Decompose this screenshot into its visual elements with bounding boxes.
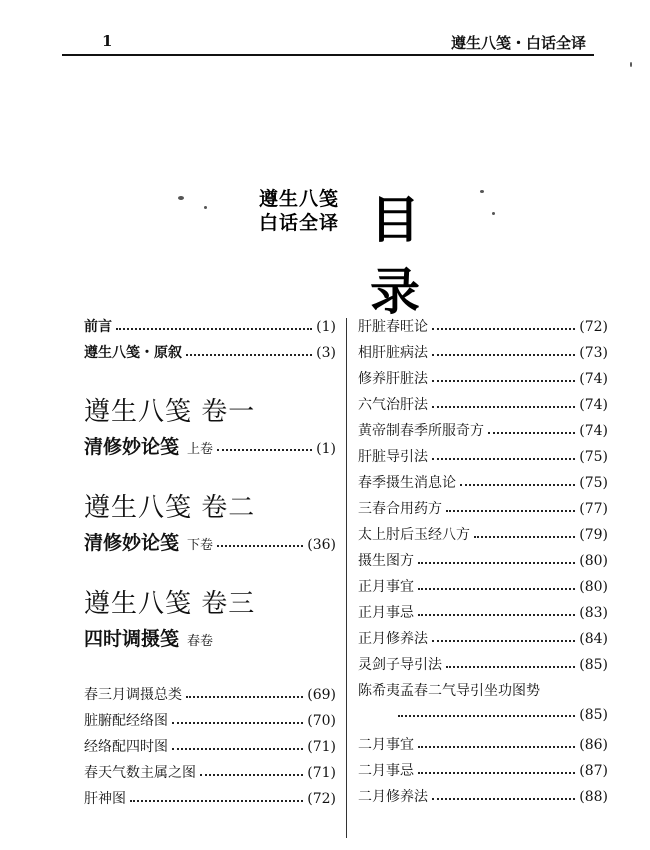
toc-entry[interactable] — [358, 784, 608, 810]
toc-entry-page: (70) — [307, 713, 336, 729]
toc-entry-page: (1) — [316, 319, 336, 335]
toc-entry-page: (80) — [579, 579, 608, 595]
toc-entry-label: 二月事忌 — [358, 763, 414, 779]
leader-dots — [398, 715, 575, 717]
print-speck — [204, 206, 207, 209]
toc-entry[interactable] — [84, 734, 336, 760]
toc-entry[interactable] — [358, 444, 608, 470]
toc-entry[interactable] — [358, 522, 608, 548]
leader-dots — [418, 588, 575, 590]
leader-dots — [460, 484, 575, 486]
leader-dots — [432, 380, 575, 382]
leader-dots — [432, 458, 575, 460]
toc-entry-page: (72) — [579, 319, 608, 335]
title-book-name: 遵生八笺 — [258, 188, 339, 210]
toc-entry[interactable] — [358, 340, 608, 366]
toc-entry-label: 春季摄生消息论 — [358, 475, 456, 491]
volume-subtitle-row[interactable] — [84, 432, 336, 462]
leader-dots — [418, 562, 575, 564]
print-speck — [480, 190, 484, 193]
toc-entry-label: 黄帝制春季所服奇方 — [358, 423, 484, 439]
toc-entry[interactable] — [358, 418, 608, 444]
toc-entry-label: 脏腑配经络图 — [84, 713, 168, 729]
volume-page: (36) — [307, 537, 336, 553]
toc-entry[interactable] — [84, 708, 336, 734]
toc-entry[interactable] — [358, 366, 608, 392]
toc-entry-page: (84) — [579, 631, 608, 647]
toc-entry-page: (83) — [579, 605, 608, 621]
print-speck — [178, 196, 184, 200]
toc-entry[interactable] — [84, 314, 336, 340]
toc-entry-label: 春三月调摄总类 — [84, 687, 182, 703]
toc-entry-label: 经络配四时图 — [84, 739, 168, 755]
leader-dots — [186, 354, 312, 356]
leader-dots — [217, 545, 303, 547]
leader-dots — [217, 449, 312, 451]
leader-dots — [432, 798, 575, 800]
leader-dots — [172, 748, 303, 750]
volume-page: (1) — [316, 441, 336, 457]
leader-dots — [432, 640, 575, 642]
toc-right-list-tail — [358, 732, 608, 810]
leader-dots — [446, 666, 575, 668]
toc-entry-label: 灵剑子导引法 — [358, 657, 442, 673]
toc-entry-page: (85) — [579, 707, 608, 723]
toc-entry-page: (87) — [579, 763, 608, 779]
toc-entry-page: (71) — [307, 739, 336, 755]
running-book-title: 遵生八笺・白话全译 — [450, 34, 586, 52]
toc-entry[interactable] — [358, 574, 608, 600]
leader-dots — [418, 772, 575, 774]
toc-entry-page: (77) — [579, 501, 608, 517]
volume-subtitle-row[interactable] — [84, 528, 336, 558]
toc-entry-label: 肝脏导引法 — [358, 449, 428, 465]
toc-entry-page: (86) — [579, 737, 608, 753]
toc-entry[interactable] — [84, 682, 336, 708]
toc-entry[interactable] — [358, 496, 608, 522]
volume-note: 下卷 — [187, 538, 214, 553]
leader-dots — [172, 722, 303, 724]
toc-entry[interactable] — [358, 652, 608, 678]
toc-entry-label-line — [358, 678, 608, 702]
toc-entry-page: (73) — [579, 345, 608, 361]
toc-left-column — [84, 314, 336, 812]
title-edition: 白话全译 — [258, 212, 339, 234]
toc-title-block — [232, 182, 472, 321]
toc-entry-label: 肝脏春旺论 — [358, 319, 428, 335]
toc-entry[interactable] — [358, 626, 608, 652]
toc-entry[interactable] — [84, 786, 336, 812]
page-number: 1 — [102, 32, 113, 50]
toc-entry-label: 太上肘后玉经八方 — [358, 527, 470, 543]
leader-dots — [474, 536, 575, 538]
toc-entry-label: 肝神图 — [84, 791, 126, 807]
toc-entry[interactable] — [358, 548, 608, 574]
toc-entry-page: (3) — [316, 345, 336, 361]
toc-entry-label: 前言 — [84, 319, 112, 335]
toc-entry-label: 摄生图方 — [358, 553, 414, 569]
print-speck — [630, 62, 632, 67]
volume-subtitle: 清修妙论笺 — [84, 436, 180, 458]
toc-entry-label: 陈希夷孟春二气导引坐功图势 — [358, 683, 540, 699]
toc-left-list — [84, 682, 336, 812]
toc-entry-label: 正月事忌 — [358, 605, 414, 621]
leader-dots — [116, 328, 312, 330]
toc-entry-label: 相肝脏病法 — [358, 345, 428, 361]
toc-entry[interactable] — [358, 600, 608, 626]
toc-entry-page: (85) — [579, 657, 608, 673]
volume-title: 遵生八笺 卷二 — [84, 493, 256, 523]
leader-dots — [488, 432, 575, 434]
leader-dots — [418, 746, 575, 748]
toc-entry[interactable] — [358, 314, 608, 340]
toc-entry-wrapped[interactable] — [358, 678, 608, 726]
toc-entry-label: 春天气数主属之图 — [84, 765, 196, 781]
volume-block — [84, 584, 336, 654]
volume-note: 上卷 — [187, 442, 214, 457]
toc-entry[interactable] — [84, 340, 336, 366]
toc-entry-label: 遵生八笺・原叙 — [84, 345, 182, 361]
toc-entry-label: 二月修养法 — [358, 789, 428, 805]
toc-entry[interactable] — [358, 470, 608, 496]
leader-dots — [432, 328, 575, 330]
volume-subtitle-row[interactable] — [84, 624, 336, 654]
print-speck — [492, 212, 495, 215]
leader-dots — [432, 354, 575, 356]
volume-block — [84, 392, 336, 462]
toc-right-column — [358, 314, 608, 810]
toc-entry-page: (80) — [579, 553, 608, 569]
toc-entry-page: (79) — [579, 527, 608, 543]
leader-dots — [200, 774, 303, 776]
toc-entry-label: 正月事宜 — [358, 579, 414, 595]
toc-entry[interactable] — [358, 732, 608, 758]
leader-dots — [186, 696, 303, 698]
toc-entry-label: 修养肝脏法 — [358, 371, 428, 387]
toc-entry-page: (72) — [307, 791, 336, 807]
toc-entry-page: (71) — [307, 765, 336, 781]
leader-dots — [418, 614, 575, 616]
toc-entry[interactable] — [358, 758, 608, 784]
toc-entry-page: (88) — [579, 789, 608, 805]
running-header — [62, 28, 594, 56]
toc-heading: 目录 — [370, 191, 422, 321]
column-divider — [346, 318, 347, 838]
toc-entry[interactable] — [84, 760, 336, 786]
toc-entry-label: 二月事宜 — [358, 737, 414, 753]
toc-entry[interactable] — [358, 392, 608, 418]
toc-entry-page: (74) — [579, 371, 608, 387]
volume-note: 春卷 — [187, 634, 214, 649]
volume-title: 遵生八笺 卷一 — [84, 397, 256, 427]
volume-block — [84, 488, 336, 558]
toc-entry-page: (75) — [579, 449, 608, 465]
toc-entry-label: 六气治肝法 — [358, 397, 428, 413]
toc-entry-page: (74) — [579, 397, 608, 413]
toc-entry-label: 正月修养法 — [358, 631, 428, 647]
toc-entry-page: (69) — [307, 687, 336, 703]
toc-entry-label: 三春合用药方 — [358, 501, 442, 517]
leader-dots — [432, 406, 575, 408]
leader-dots — [130, 800, 303, 802]
toc-entry-page-line — [358, 702, 608, 726]
volume-subtitle: 四时调摄笺 — [84, 628, 180, 650]
leader-dots — [446, 510, 575, 512]
volume-subtitle: 清修妙论笺 — [84, 532, 180, 554]
volume-title: 遵生八笺 卷三 — [84, 589, 256, 619]
toc-entry-page: (75) — [579, 475, 608, 491]
toc-entry-page: (74) — [579, 423, 608, 439]
